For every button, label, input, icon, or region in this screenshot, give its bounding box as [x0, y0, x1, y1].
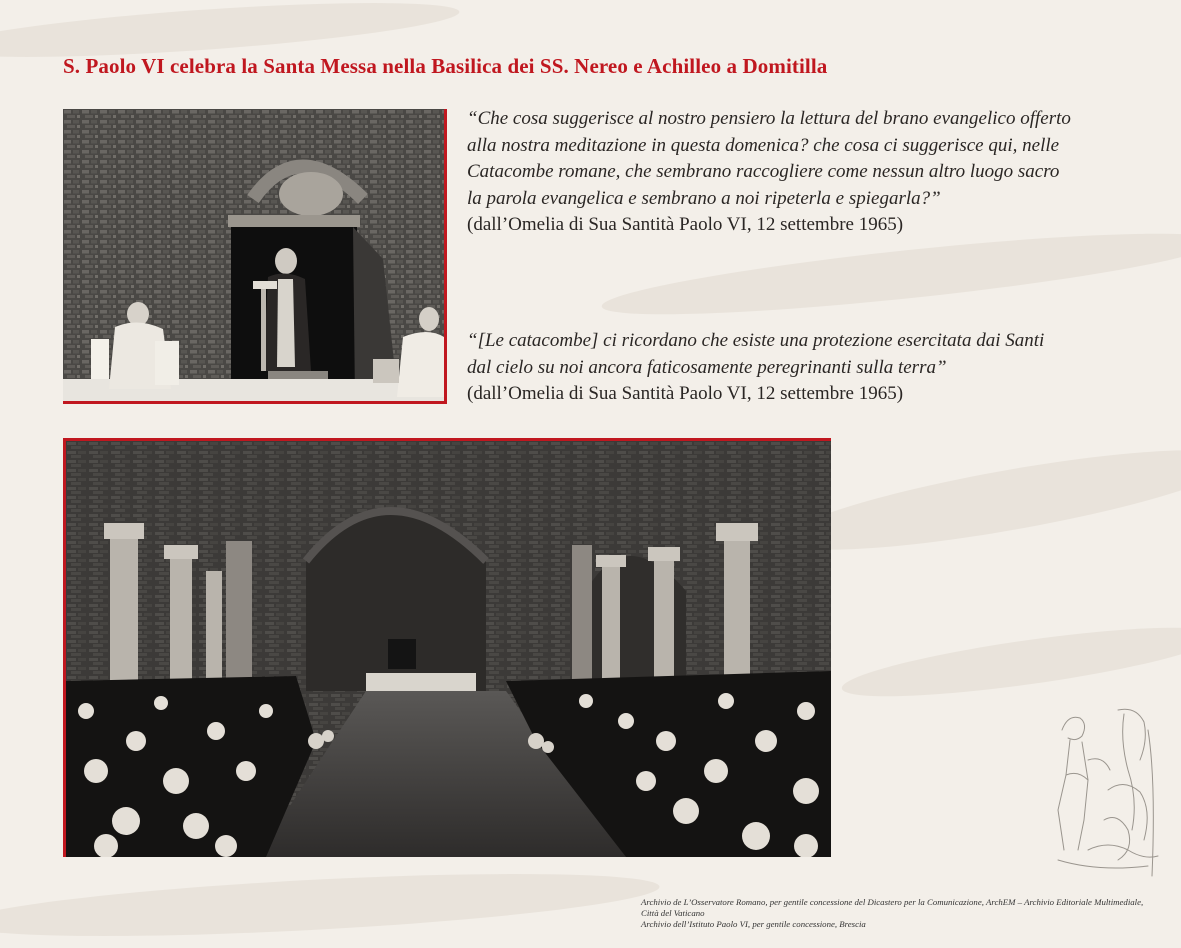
quote-block-1 — [467, 106, 1127, 239]
quote-line: Catacombe romane, che sembrano raccogliere come nessun altro luogo sacro — [467, 161, 1060, 182]
background-texture — [0, 862, 661, 948]
photo-pope-lectern — [63, 109, 447, 404]
quote-block-2 — [467, 328, 1127, 408]
background-texture — [778, 431, 1181, 570]
quote-text — [467, 328, 1127, 381]
quote-line: “[Le catacombe] ci ricordano che esiste una protezione esercitata dai Santi — [467, 330, 1045, 351]
background-texture — [839, 614, 1181, 710]
quote-text — [467, 106, 1127, 212]
photo-credits — [641, 897, 1161, 930]
page-title: S. Paolo VI celebra la Santa Messa nella Basilica dei SS. Nereo e Achilleo a Domitilla — [63, 54, 828, 78]
quote-source: (dall’Omelia di Sua Santità Paolo VI, 12 settembre 1965) — [467, 214, 904, 235]
quote-line: dal cielo su noi ancora faticosamente peregrinanti sulla terra” — [467, 356, 947, 378]
quote-line: la parola evangelica e sembrano a noi ripeterla e spiegarla?” — [467, 187, 941, 209]
quote-source: (dall’Omelia di Sua Santità Paolo VI, 12 settembre 1965) — [467, 383, 904, 404]
credit-line: Archivio dell’Istituto Paolo VI, per gentile concessione, Brescia — [641, 919, 866, 929]
photo-basilica-congregation — [63, 438, 831, 857]
logo-line-drawing-icon — [1048, 700, 1160, 880]
quote-line: alla nostra meditazione in questa domenica? che cosa ci suggerisce qui, nelle — [467, 134, 1060, 156]
quote-line: “Che cosa suggerisce al nostro pensiero la lettura del brano evangelico offerto — [467, 108, 1071, 129]
credit-line: Archivio de L’Osservatore Romano, per gentile concessione del Dicastero per la Comunicazione, ArchEM – Archivio Editoriale Multimediale, — [641, 897, 1144, 907]
credit-line: Città del Vaticano — [641, 908, 705, 918]
